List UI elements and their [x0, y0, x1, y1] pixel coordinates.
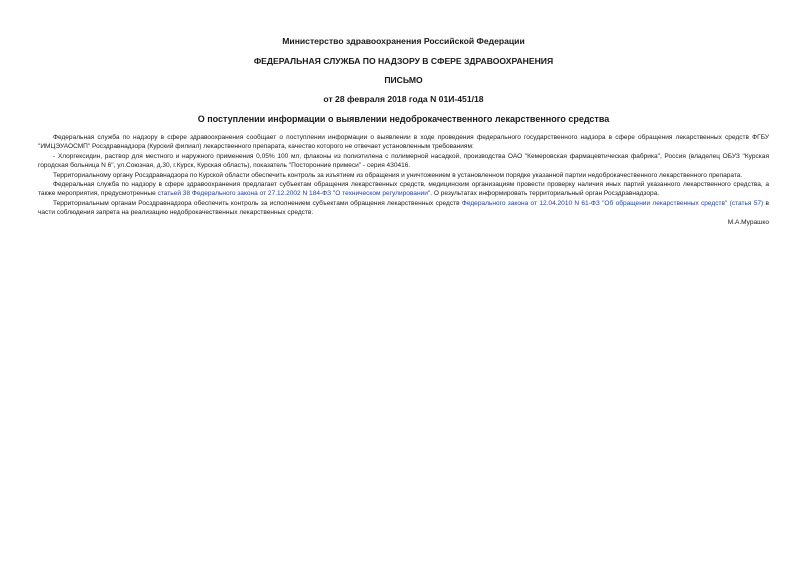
paragraph-product: - Хлоргексидин, раствор для местного и наружного применения 0,05% 100 мл, флаконы из полиэтилена с полимерной насадкой, производства ОАО "Кемеровская фармацевтическая фабрика", Россия (владелец ОБУЗ "Курская городская больница N 6", ул.Союзная, д.30, г.Курск, Курская область), показатель "Посторонние примеси" - серия 430416. [38, 152, 769, 170]
paragraph-intro: Федеральная служба по надзору в сфере здравоохранения сообщает о поступлении информации о выявлении в ходе проведения федерального государственного надзора в сфере обращения лекарственных средств ФГБУ "ИМЦЭУАОСМП" Росздравнадзора (Курский филиал) лекарственного препарата, качество которого не отвечает установленным требованиям: [38, 134, 769, 151]
article-57-link[interactable]: (статья 57) [729, 199, 764, 207]
date-and-number: от 28 февраля 2018 года N 01И-451/18 [323, 94, 484, 104]
paragraph-text: Федеральная служба по надзору в сфере здравоохранения предлагает субъектам обращения лекарственных средств, медицинским организациям провести проверку наличия иных партий указанного лекарственного средства, а также мероприятия, предусмотренные [38, 181, 769, 198]
paragraph-text: Территориальным органам Росздравнадзора обеспечить контроль за исполнением субъектами обращения лекарственных средств [53, 199, 462, 207]
law-61-link[interactable]: Федерального закона от 12.04.2010 N 61-ФЗ "Об обращении лекарственных средств" [461, 199, 728, 207]
paragraph-text: в части соблюдения запрета на реализацию недоброкачественных лекарственных средств. [38, 199, 769, 217]
document-body [38, 133, 769, 227]
ministry-title: Министерство здравоохранения Российской Федерации [282, 36, 525, 46]
paragraph-territorial-control [38, 199, 769, 218]
service-title: ФЕДЕРАЛЬНАЯ СЛУЖБА ПО НАДЗОРУ В СФЕРЕ ЗДРАВООХРАНЕНИЯ [253, 56, 554, 66]
paragraph-text: . О результатах информировать территориальный орган Росздравнадзора. [430, 190, 660, 198]
document-type: ПИСЬМО [384, 75, 423, 85]
paragraph-inspection [38, 180, 769, 199]
law-184-link[interactable]: статьей 38 Федерального закона от 27.12.2002 N 184-ФЗ "О техническом регулировании" [157, 190, 431, 198]
document-subject: О поступлении информации о выявлении недоброкачественного лекарственного средства [197, 114, 610, 124]
signature: М.А.Мурашко [727, 218, 769, 226]
paragraph-kursk-control: Территориальному органу Росздравнадзора по Курской области обеспечить контроль за изъятием из обращения и уничтожением в установленном порядке указанной партии недоброкачественного лекарственного препарата. [53, 171, 743, 179]
